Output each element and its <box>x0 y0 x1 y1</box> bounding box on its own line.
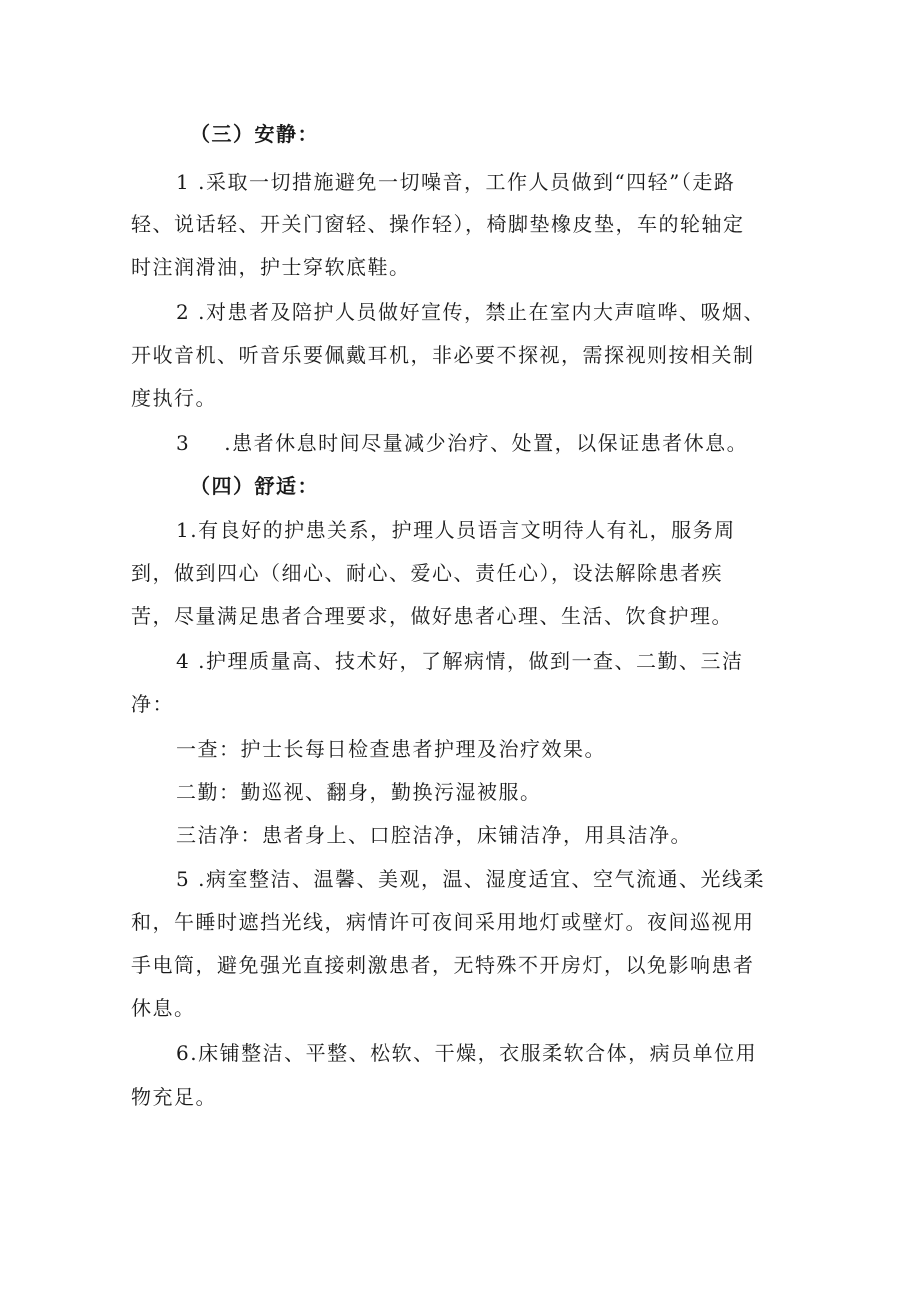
section-heading-comfort: （四）舒适： <box>190 474 319 498</box>
comfort-item-6-line-2: 物充足。 <box>131 1085 217 1109</box>
comfort-item-5-line-4: 休息。 <box>131 996 196 1020</box>
comfort-item-4-line-2: 净： <box>131 692 174 716</box>
comfort-item-1-line-1: 1.有良好的护患关系，护理人员语言文明待人有礼，服务周 <box>176 518 736 542</box>
quiet-item-3 <box>176 431 748 455</box>
quiet-item-2-line-2: 开收音机、听音乐要佩戴耳机，非必要不探视，需探视则按相关制 <box>131 343 755 367</box>
comfort-item-5-line-2: 和，午睡时遮挡光线，病情许可夜间采用地灯或壁灯。夜间巡视用 <box>131 910 755 934</box>
comfort-item-5-line-3: 手电筒，避免强光直接刺激患者，无特殊不开房灯，以免影响患者 <box>131 953 755 977</box>
quiet-item-1-line-3: 时注润滑油，护士穿软底鞋。 <box>131 255 411 279</box>
quiet-item-3-number: 3 <box>176 431 191 455</box>
comfort-sub-clean: 三洁净：患者身上、口腔洁净，床铺洁净，用具洁净。 <box>176 823 692 847</box>
quiet-item-1-line-1: 1 .采取一切措施避免一切噪音，工作人员做到“四轻”（走路 <box>176 170 736 194</box>
section-heading-quiet: （三）安静： <box>190 122 319 146</box>
comfort-item-6-line-1: 6.床铺整洁、平整、松软、干燥，衣服柔软合体，病员单位用 <box>176 1041 758 1065</box>
quiet-item-3-text: .患者休息时间尽量减少治疗、处置，以保证患者休息。 <box>224 431 749 455</box>
quiet-item-2-line-1: 2 .对患者及陪护人员做好宣传，禁止在室内大声喧哗、吸烟、 <box>176 300 765 324</box>
comfort-sub-check: 一查：护士长每日检查患者护理及治疗效果。 <box>176 737 606 761</box>
comfort-item-1-line-2: 到，做到四心（细心、耐心、爱心、责任心），设法解除患者疾 <box>131 561 723 585</box>
comfort-item-5-line-1: 5 .病室整洁、温馨、美观，温、湿度适宜、空气流通、光线柔 <box>176 867 765 891</box>
comfort-sub-diligence: 二勤：勤巡视、翻身，勤换污湿被服。 <box>176 780 542 804</box>
quiet-item-2-line-3: 度执行。 <box>131 386 217 410</box>
comfort-item-4-line-1: 4 .护理质量高、技术好，了解病情，做到一查、二勤、三洁 <box>176 649 744 673</box>
comfort-item-1-line-3: 苦，尽量满足患者合理要求，做好患者心理、生活、饮食护理。 <box>131 604 733 628</box>
quiet-item-1-line-2: 轻、说话轻、开关门窗轻、操作轻），椅脚垫橡皮垫，车的轮轴定 <box>131 212 745 236</box>
